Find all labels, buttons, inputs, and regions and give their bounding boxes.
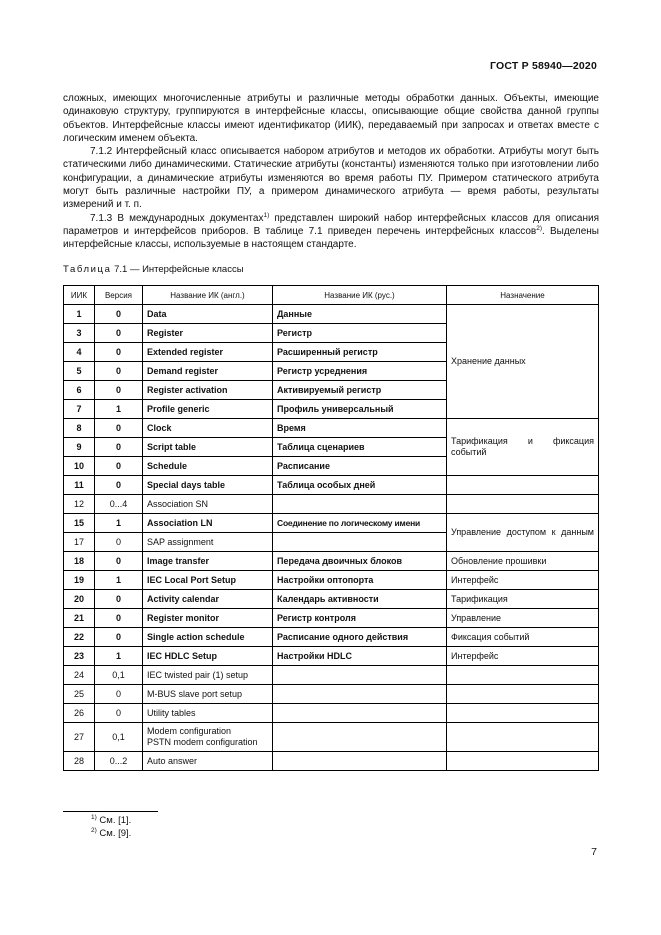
cell-name-en: Special days table: [143, 476, 273, 495]
cell-name-ru: [273, 704, 447, 723]
cell-name-ru: [273, 723, 447, 752]
footnote-2: [91, 827, 131, 840]
cell-version: 0: [95, 419, 143, 438]
cell-iik: 8: [64, 419, 95, 438]
table-header-row: [64, 286, 599, 305]
cell-name-en: Extended register: [143, 343, 273, 362]
cell-version: 0: [95, 438, 143, 457]
table-row: [64, 590, 599, 609]
cell-name-en: Image transfer: [143, 552, 273, 571]
table-row: [64, 514, 599, 533]
footnote-text: См. [9].: [96, 828, 132, 839]
cell-purpose: [447, 666, 599, 685]
cell-version: 0: [95, 381, 143, 400]
cell-version: 1: [95, 647, 143, 666]
table-row: [64, 685, 599, 704]
table-row: [64, 723, 599, 752]
footnote-divider: [63, 811, 158, 812]
page-number: 7: [591, 846, 597, 858]
paragraph-1: сложных, имеющих многочисленные атрибуты и различные методы обработки данных. Объекты, имеющие одинаковую структуру, группируются в интерфейсные классы, описывающие общие свойства данной группы объектов. Интерфейсные классы имеют идентификатор (ИИК), передаваемый при запросах и ответах вместе с логическим именем объекта.: [63, 93, 599, 144]
table-row: [64, 752, 599, 771]
cell-version: 0: [95, 457, 143, 476]
cell-iik: 10: [64, 457, 95, 476]
cell-version: 0: [95, 628, 143, 647]
cell-iik: 15: [64, 514, 95, 533]
cell-version: 0: [95, 685, 143, 704]
footnote-mark: 1): [91, 814, 97, 821]
table-caption: [63, 264, 244, 275]
cell-iik: 21: [64, 609, 95, 628]
cell-purpose: [447, 495, 599, 514]
cell-version: 0: [95, 609, 143, 628]
cell-name-en: M-BUS slave port setup: [143, 685, 273, 704]
paragraph-7-1-3-part-c: . Выделены интерфейсные классы, используемые в настоящем стандарте.: [63, 225, 599, 251]
cell-name-en: SAP assignment: [143, 533, 273, 552]
cell-name-ru: Профиль универсальный: [273, 400, 447, 419]
header-version: Версия: [95, 286, 143, 305]
cell-version: 0: [95, 704, 143, 723]
cell-version: 0: [95, 476, 143, 495]
cell-iik: 18: [64, 552, 95, 571]
cell-iik: 26: [64, 704, 95, 723]
cell-name-en: Register monitor: [143, 609, 273, 628]
cell-name-en: Utility tables: [143, 704, 273, 723]
cell-version: 1: [95, 571, 143, 590]
cell-name-ru: [273, 752, 447, 771]
cell-name-en: Single action schedule: [143, 628, 273, 647]
cell-version: 0: [95, 590, 143, 609]
paragraph-7-1-3-part-a: 7.1.3 В международных документах: [90, 212, 264, 224]
cell-iik: 23: [64, 647, 95, 666]
cell-iik: 28: [64, 752, 95, 771]
cell-purpose: [447, 685, 599, 704]
table-row: [64, 704, 599, 723]
cell-iik: 4: [64, 343, 95, 362]
cell-version: 0: [95, 343, 143, 362]
cell-iik: 20: [64, 590, 95, 609]
cell-name-ru: Передача двоичных блоков: [273, 552, 447, 571]
cell-name-ru: Настройки HDLC: [273, 647, 447, 666]
cell-version: 0...2: [95, 752, 143, 771]
cell-name-en: Register: [143, 324, 273, 343]
cell-name-ru: Регистр контроля: [273, 609, 447, 628]
cell-name-ru: [273, 685, 447, 704]
cell-name-en: IEC Local Port Setup: [143, 571, 273, 590]
cell-name-en-line-1: Modem configuration: [147, 726, 232, 736]
cell-name-ru: [273, 495, 447, 514]
table-row: [64, 476, 599, 495]
cell-name-ru: Расписание одного действия: [273, 628, 447, 647]
cell-purpose-storage: Хранение данных: [447, 305, 599, 419]
paragraph-7-1-2: 7.1.2 Интерфейсный класс описывается набором атрибутов и методов их обработки. Атрибуты могут быть статическими либо динамическими. Статические атрибуты (константы) изменяются только при изготовлении либо конфигурации, а динамические атрибуты изменяются во время работы ПУ. Примером статического атрибута могут быть различные настройки ПУ, а примером динамического атрибута — время работы, результаты измерений и т. п.: [63, 146, 599, 211]
table-row: [64, 571, 599, 590]
cell-name-ru: Регистр: [273, 324, 447, 343]
table-row: [64, 628, 599, 647]
table-row: [64, 305, 599, 324]
cell-purpose-access: Управление доступом к данным: [447, 514, 599, 552]
table-row: [64, 647, 599, 666]
table-caption-word: Таблица: [63, 264, 112, 275]
cell-iik: 24: [64, 666, 95, 685]
cell-name-en: Association SN: [143, 495, 273, 514]
cell-name-en: [143, 723, 273, 752]
cell-iik: 22: [64, 628, 95, 647]
cell-version: 0: [95, 362, 143, 381]
cell-purpose: Интерфейс: [447, 647, 599, 666]
header-name-ru: Название ИК (рус.): [273, 286, 447, 305]
cell-version: 1: [95, 514, 143, 533]
cell-iik: 5: [64, 362, 95, 381]
cell-name-ru: Регистр усреднения: [273, 362, 447, 381]
cell-name-ru: [273, 533, 447, 552]
cell-purpose: [447, 476, 599, 495]
cell-version: 0: [95, 533, 143, 552]
cell-version: 0: [95, 305, 143, 324]
cell-name-ru: Таблица особых дней: [273, 476, 447, 495]
cell-name-en: IEC twisted pair (1) setup: [143, 666, 273, 685]
cell-name-en: IEC HDLC Setup: [143, 647, 273, 666]
cell-version: 0: [95, 552, 143, 571]
header-name-en: Название ИК (англ.): [143, 286, 273, 305]
cell-purpose: Обновление прошивки: [447, 552, 599, 571]
cell-purpose-tariff: Тарификация и фиксация событий: [447, 419, 599, 476]
cell-iik: 9: [64, 438, 95, 457]
cell-purpose: Управление: [447, 609, 599, 628]
cell-name-en: Script table: [143, 438, 273, 457]
cell-name-en: Schedule: [143, 457, 273, 476]
cell-purpose: Фиксация событий: [447, 628, 599, 647]
cell-version: 0,1: [95, 723, 143, 752]
table-caption-rest: 7.1 — Интерфейсные классы: [111, 264, 244, 275]
cell-name-en: Profile generic: [143, 400, 273, 419]
footnote-mark: 2): [91, 827, 97, 834]
cell-iik: 11: [64, 476, 95, 495]
footnote-text: См. [1].: [96, 815, 132, 826]
cell-name-ru: Настройки оптопорта: [273, 571, 447, 590]
footnote-ref-1: 1): [263, 211, 270, 219]
cell-purpose: [447, 723, 599, 752]
cell-purpose: Тарификация: [447, 590, 599, 609]
cell-name-ru: Расширенный регистр: [273, 343, 447, 362]
table-row: [64, 495, 599, 514]
paragraph-7-1-3-part-b: представлен широкий набор интерфейсных классов для описания параметров и интерфейсов приборов. В таблице 7.1 приведен перечень интерфейсных классов: [63, 212, 599, 237]
cell-name-en: Data: [143, 305, 273, 324]
footnote-1: [91, 814, 131, 827]
cell-iik: 25: [64, 685, 95, 704]
cell-name-ru: Время: [273, 419, 447, 438]
cell-iik: 6: [64, 381, 95, 400]
cell-name-ru: Расписание: [273, 457, 447, 476]
header-iik: ИИК: [64, 286, 95, 305]
cell-name-ru: Активируемый регистр: [273, 381, 447, 400]
header-purpose: Назначение: [447, 286, 599, 305]
cell-iik: 19: [64, 571, 95, 590]
cell-version: 0,1: [95, 666, 143, 685]
interface-classes-table: [63, 285, 599, 771]
footnote-ref-2: 2): [536, 224, 542, 232]
cell-iik: 12: [64, 495, 95, 514]
cell-name-ru: Данные: [273, 305, 447, 324]
table-row: [64, 419, 599, 438]
table-row: [64, 666, 599, 685]
cell-name-ru: Календарь активности: [273, 590, 447, 609]
table-row: [64, 552, 599, 571]
table-row: [64, 609, 599, 628]
cell-name-en: Clock: [143, 419, 273, 438]
cell-name-en-line-2: PSTN modem configuration: [147, 737, 258, 747]
cell-iik: 7: [64, 400, 95, 419]
cell-name-en: Association LN: [143, 514, 273, 533]
cell-name-en: Register activation: [143, 381, 273, 400]
cell-iik: 1: [64, 305, 95, 324]
cell-purpose: Интерфейс: [447, 571, 599, 590]
body-text: [63, 92, 599, 252]
cell-version: 0: [95, 324, 143, 343]
cell-iik: 3: [64, 324, 95, 343]
cell-purpose: [447, 704, 599, 723]
cell-version: 1: [95, 400, 143, 419]
cell-name-en: Activity calendar: [143, 590, 273, 609]
cell-name-ru: Таблица сценариев: [273, 438, 447, 457]
cell-name-en: Demand register: [143, 362, 273, 381]
cell-purpose: [447, 752, 599, 771]
cell-version: 0...4: [95, 495, 143, 514]
cell-name-ru: Соединение по логическому имени: [273, 514, 447, 533]
cell-iik: 27: [64, 723, 95, 752]
document-header: ГОСТ Р 58940—2020: [489, 60, 597, 72]
footnotes: [91, 814, 131, 840]
cell-iik: 17: [64, 533, 95, 552]
paragraph-7-1-3: [63, 212, 599, 252]
cell-name-en: Auto answer: [143, 752, 273, 771]
cell-name-ru: [273, 666, 447, 685]
